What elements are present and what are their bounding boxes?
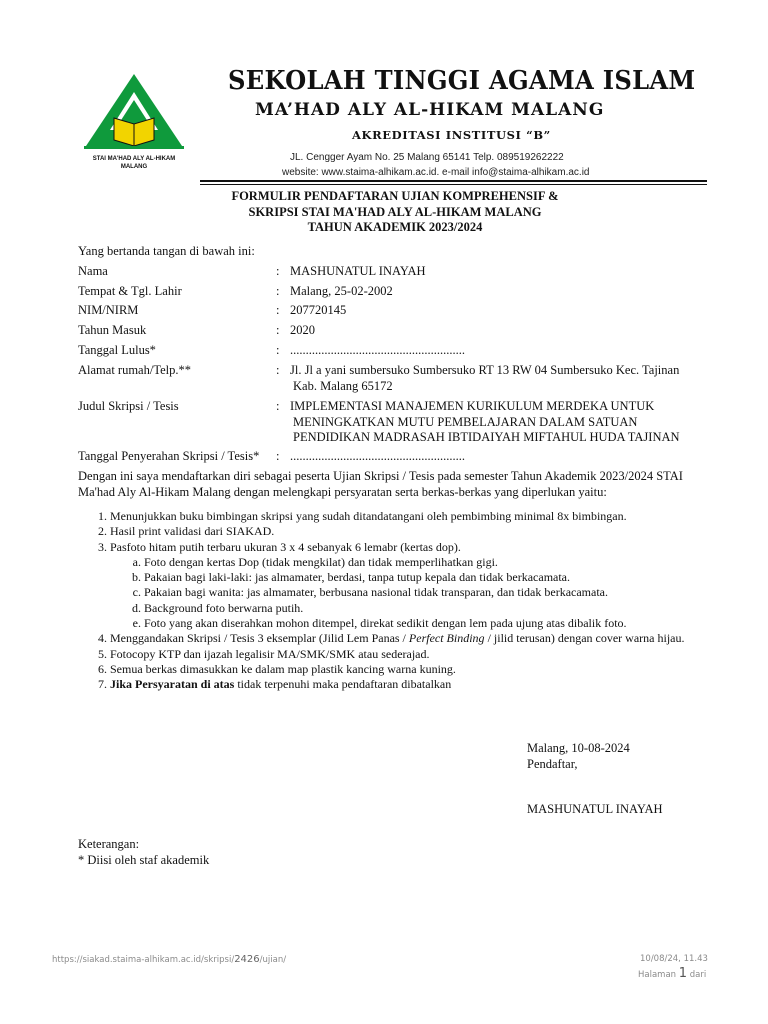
list-item (110, 631, 742, 646)
list-item (110, 677, 742, 692)
list-item-text: tidak terpenuhi maka pendaftaran dibatalkan (234, 677, 452, 692)
notes-heading: Keterangan: (78, 837, 140, 851)
address-line1: Jl. Jl a yani sumbersuko Sumbersuko RT 13 RW 04 Sumbersuko Kec. Tajinan (290, 363, 680, 377)
field-colon: : (276, 363, 280, 377)
field-label: Nama (78, 264, 108, 278)
field-label: Judul Skripsi / Tesis (78, 399, 179, 413)
declaration-line2: Ma'had Aly Al-Hikam Malang dengan melengkapi persyaratan serta berkas-berkas yang diperlukan yaitu: (78, 485, 607, 499)
footer-page-suffix: dari (687, 970, 707, 980)
signature-place-date: Malang, 10-08-2024 (527, 741, 630, 755)
field-label: Tanggal Lulus* (78, 343, 156, 357)
field-colon: : (276, 284, 280, 298)
form-title-line2: SKRIPSI STAI MA'HAD ALY AL-HIKAM MALANG (248, 205, 542, 219)
declaration-text (78, 468, 710, 500)
list-item: e. Foto yang akan diserahkan mohon ditempel, direkat sedikit dengan lem pada ujung atas dibalik foto. (144, 616, 742, 631)
field-label: Tanggal Penyerahan Skripsi / Tesis* (78, 449, 260, 463)
list-item: 5. Fotocopy KTP dan ijazah legalisir MA/SMK/SMK atau sederajad. (110, 647, 742, 662)
list-item: a. Foto dengan kertas Dop (tidak mengkilat) dan tidak memperlihatkan gigi. (144, 555, 742, 570)
list-item-text: Menggandakan Skripsi / Tesis 3 eksemplar (Jilid Lem Panas / (110, 631, 409, 646)
institution-logo (78, 70, 190, 180)
intro-text: Yang bertanda tangan di bawah ini: (78, 244, 255, 258)
field-colon: : (276, 303, 280, 317)
letterhead-rule-thin (200, 184, 707, 185)
list-item: 2. Hasil print validasi dari SIAKAD. (110, 524, 742, 539)
field-colon: : (276, 343, 280, 357)
letterhead-website: website: www.staima-alhikam.ac.id. e-mail info@staima-alhikam.ac.id (282, 167, 590, 178)
field-value: 207720145 (290, 303, 347, 317)
form-title-line3: TAHUN AKADEMIK 2023/2024 (307, 220, 483, 234)
list-item: b. Pakaian bagi laki-laki: jas almamater, berdasi, tanpa tutup kepala dan tidak berkacamata. (144, 570, 742, 585)
field-colon: : (276, 264, 280, 278)
field-colon: : (276, 323, 280, 337)
notes-item: * Diisi oleh staf akademik (78, 853, 210, 867)
field-value: Malang, 25-02-2002 (290, 284, 393, 298)
footer-page (638, 966, 706, 981)
field-label: Tahun Masuk (78, 323, 147, 337)
list-item (110, 540, 742, 632)
logo-caption-2: MALANG (120, 164, 148, 170)
field-label: NIM/NIRM (78, 303, 139, 317)
address-line2: Kab. Malang 65172 (293, 378, 393, 393)
list-item-text: / jilid terusan) dengan cover warna hijau. (484, 631, 685, 646)
footer-url-id: 2426 (234, 954, 260, 965)
requirements-list (78, 509, 742, 693)
field-label: Alamat rumah/Telp.** (78, 363, 191, 377)
footer-url-prefix: https://siakad.staima-alhikam.ac.id/skripsi/ (52, 955, 235, 965)
footer-page-prefix: Halaman (638, 970, 679, 980)
thesis-title-line2: MENINGKATKAN MUTU PEMBELAJARAN DALAM SATUAN (293, 414, 638, 429)
field-value (290, 399, 708, 446)
list-item-emphasis: Perfect Binding (408, 631, 485, 646)
field-label: Tempat & Tgl. Lahir (78, 284, 182, 298)
field-colon: : (276, 449, 280, 463)
field-value (290, 363, 708, 394)
list-item: 6. Semua berkas dimasukkan ke dalam map plastik kancing warna kuning. (110, 662, 742, 677)
signature-name: MASHUNATUL INAYAH (527, 802, 663, 816)
footer-page-number: 1 (678, 966, 688, 981)
signature-role: Pendaftar, (527, 757, 578, 771)
field-value: ........................................................ (290, 449, 465, 463)
footer-url-suffix: /ujian/ (259, 955, 287, 965)
letterhead-rule (200, 180, 707, 182)
field-value: ........................................................ (290, 343, 465, 357)
logo-caption-1: STAI MA'HAD ALY AL-HIKAM (92, 156, 176, 162)
list-item-bold: Jika Persyaratan di atas (110, 677, 235, 692)
thesis-title-line1: IMPLEMENTASI MANAJEMEN KURIKULUM MERDEKA UNTUK (290, 399, 655, 413)
letterhead-address: JL. Cengger Ayam No. 25 Malang 65141 Telp. 089519262222 (290, 152, 564, 163)
footer-datetime: 10/08/24, 11.43 (640, 954, 708, 964)
list-item: 1. Menunjukkan buku bimbingan skripsi yang sudah ditandatangani oleh pembimbing minimal 8x bimbingan. (110, 509, 742, 524)
declaration-line1: Dengan ini saya mendaftarkan diri sebagai peserta Ujian Skripsi / Tesis pada semester Tahun Akademik 2023/2024 STAI (78, 469, 683, 483)
letterhead-accreditation: AKREDITASI INSTITUSI “B” (352, 128, 551, 142)
list-item-text: Pasfoto hitam putih terbaru ukuran 3 x 4 sebanyak 6 lemabr (kertas dop). (110, 539, 461, 554)
letterhead-subtitle: MA’HAD ALY AL-HIKAM MALANG (255, 100, 605, 120)
form-title-line1: FORMULIR PENDAFTARAN UJIAN KOMPREHENSIF & (231, 189, 559, 203)
footer-url[interactable] (52, 954, 286, 965)
field-value: 2020 (290, 323, 315, 337)
list-item: d. Background foto berwarna putih. (144, 601, 742, 616)
list-item: c. Pakaian bagi wanita: jas almamater, berbusana nasional tidak transparan, dan tidak berkacamata. (144, 585, 742, 600)
field-colon: : (276, 399, 280, 413)
thesis-title-line3: PENDIDIKAN MADRASAH IBTIDAIYAH MIFTAHUL HUDA TAJINAN (293, 430, 680, 444)
letterhead-title: SEKOLAH TINGGI AGAMA ISLAM (228, 66, 696, 96)
photo-requirements-list (110, 555, 742, 631)
field-value: MASHUNATUL INAYAH (290, 264, 426, 278)
